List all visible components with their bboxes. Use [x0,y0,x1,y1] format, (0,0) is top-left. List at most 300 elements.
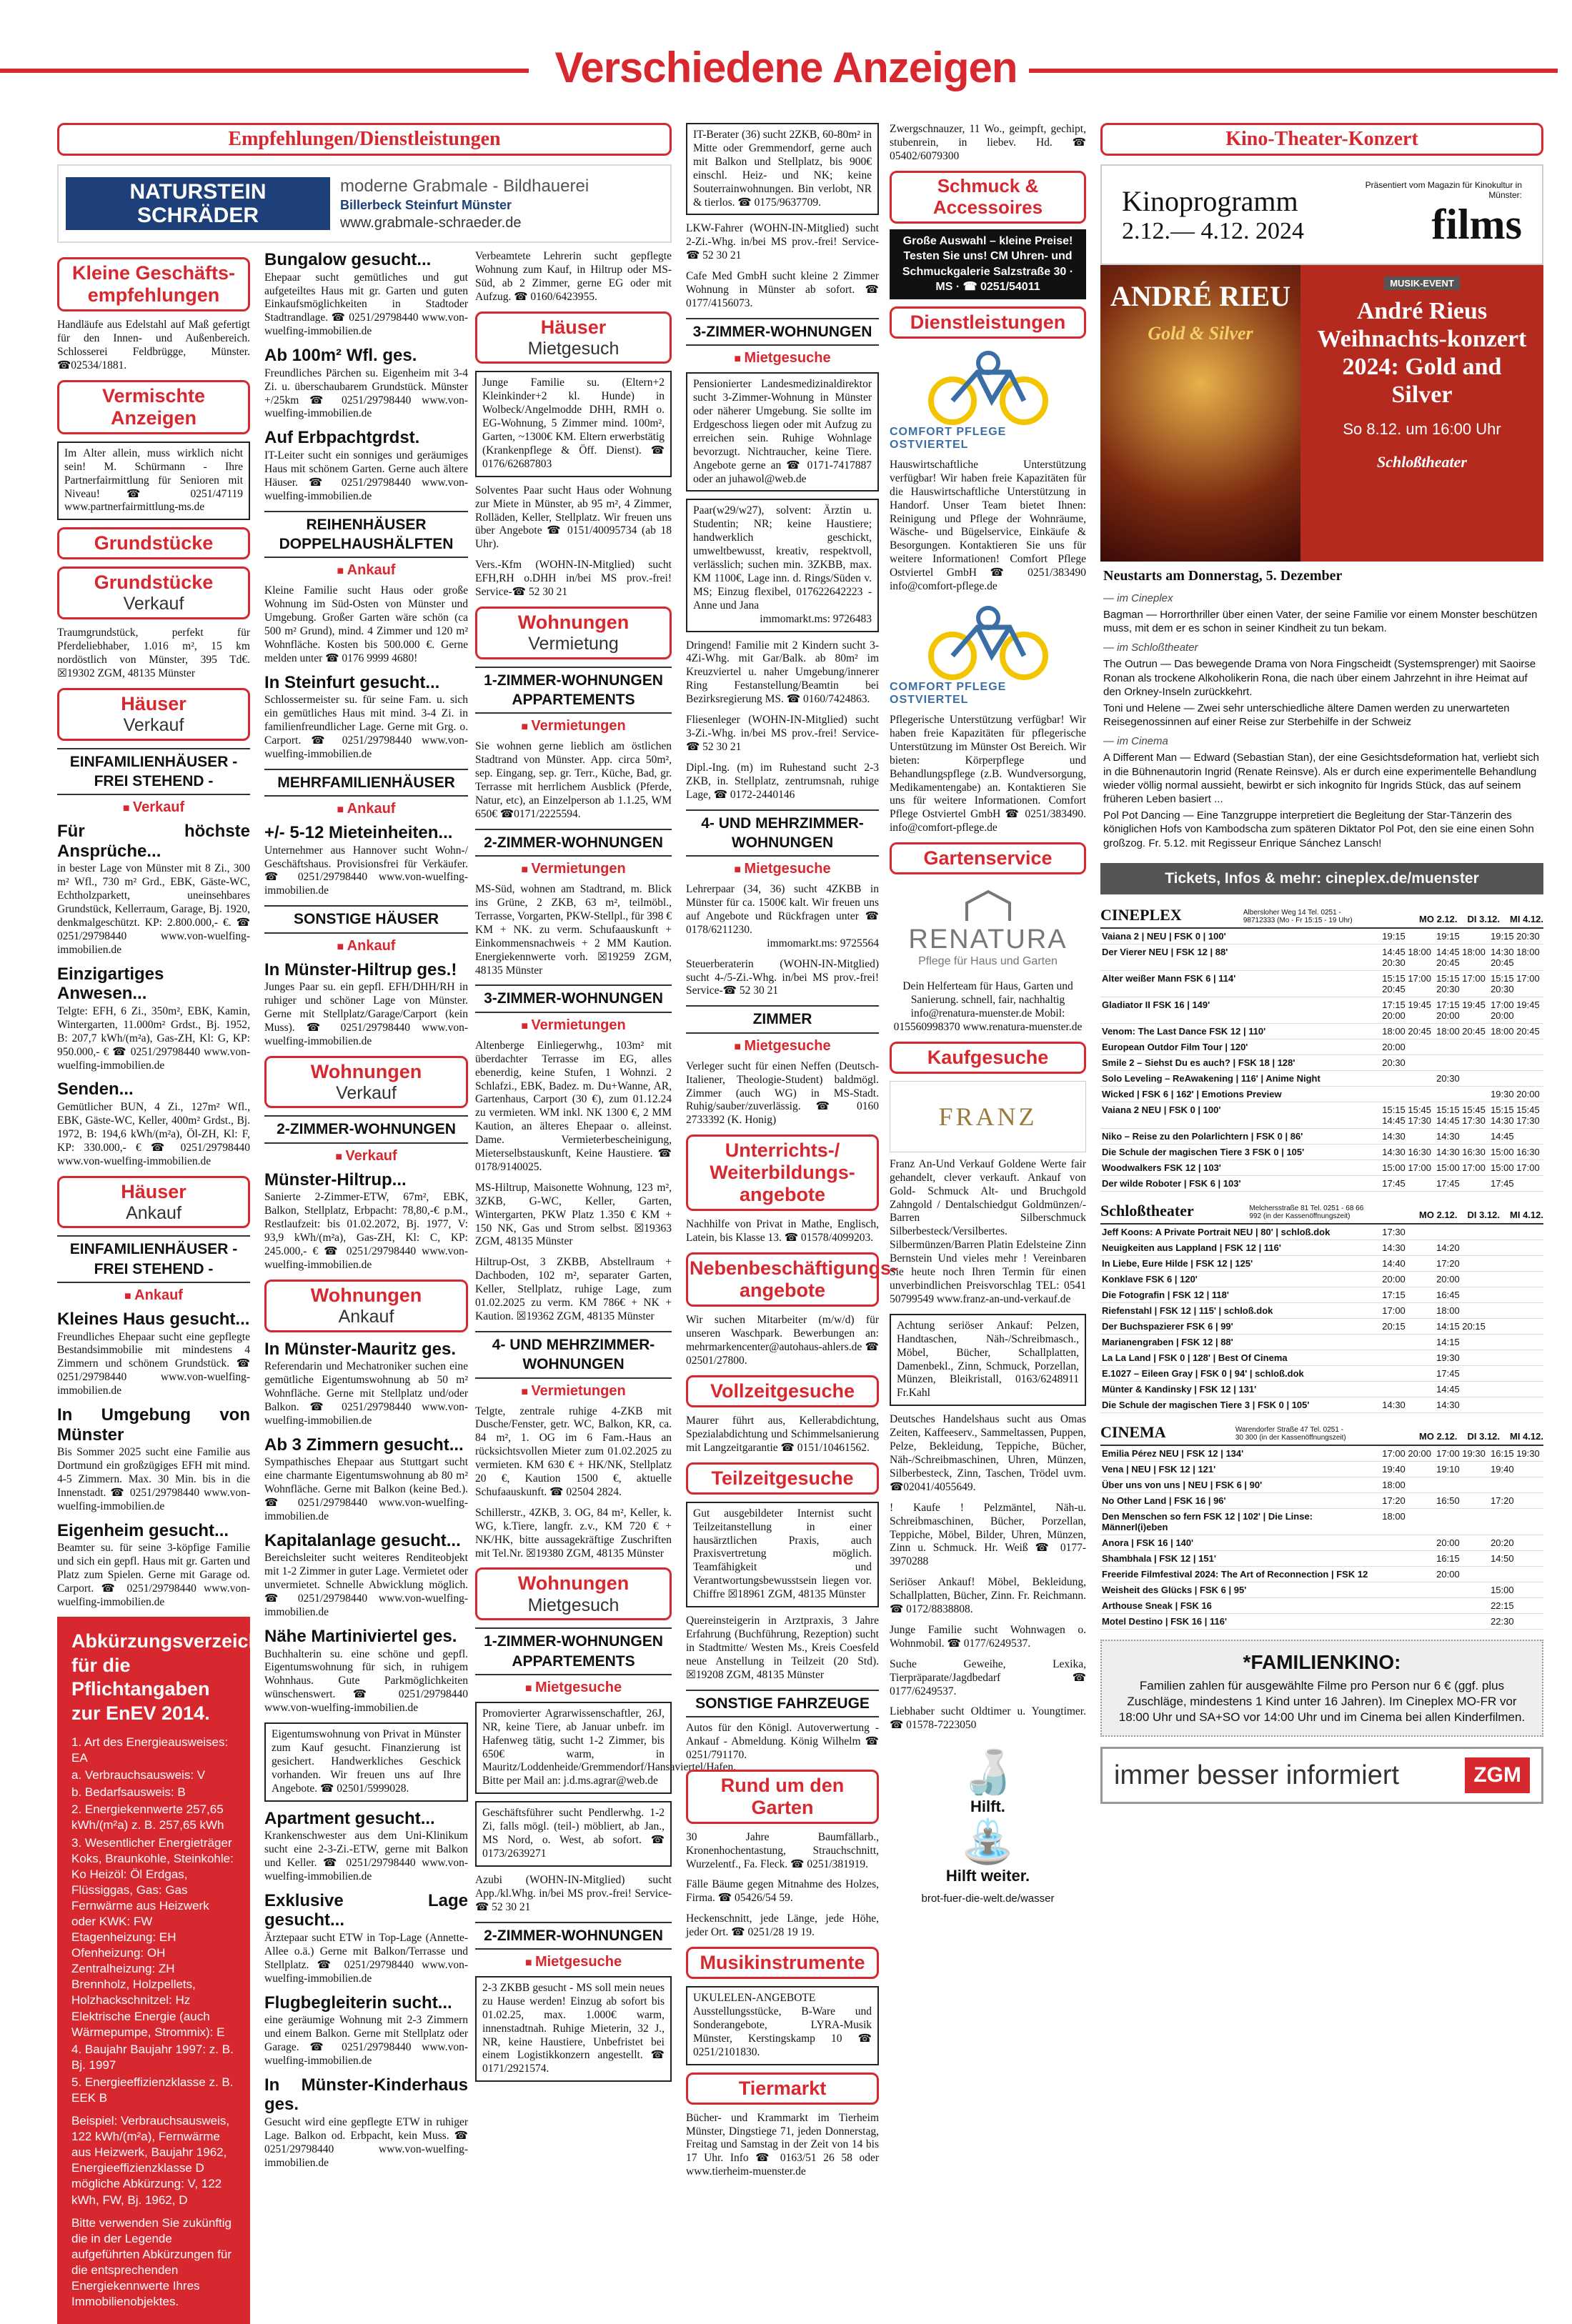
showtime [1381,1334,1435,1350]
showtime: 14:30 [1435,1128,1489,1144]
subcategory-einfamilienhaeuser: EINFAMILIENHÄUSER - FREI STEHEND - [57,748,250,796]
energy-box-item: a. Verbrauchsausweis: V [71,1768,206,1782]
ad-text: Sanierte 2-Zimmer-ETW, 67m², EBK, Balkon, Stellplatz, Erbpacht: 78,80,-€ p.M., Restlaufzeit: bis 01.02.2072, Bj. 1977, V: 93,9 kWh/(m²a), Gas-ZH, Kl: C, KP: 245.000,- € ☎ 0251/29798440 www.von-wuelfing-immobilien.de [264,1191,468,1271]
energy-box-item: Beispiel: Verbrauchsausweis, 122 kWh/(m²a), Fernwärme aus Heizwerk, Baujahr 1962, Energieeffizienzklasse D mögliche Abkürzung: V, 122 kWh, FW, Bj. 1962, D [71,2114,230,2207]
ad-headline: Flugbegleiterin sucht... [264,1993,452,2013]
movie-title: Solo Leveling – ReAwakening | 116' | Anime Night [1100,1070,1381,1086]
schedule-row [1100,1350,1543,1365]
tag-ankauf: ■ Ankauf [264,938,468,954]
showtime: 15:15 17:00 20:30 [1489,970,1543,997]
showtime: 14:30 [1381,1240,1435,1255]
tag-verkauf: ■ Verkauf [57,799,250,816]
category-wohnungen-vermietung [475,607,672,659]
showtime: 15:15 15:45 14:45 17:30 [1435,1102,1489,1128]
schedule-row [1100,1582,1543,1597]
showtime [1435,1597,1489,1613]
ad-lehrerpaar [686,883,879,951]
ad-franz: Franz An-Und Verkauf Goldene Werte fair gehandelt, clever verkauft. Ankauf von Gold- Schmuck Alt- und Bruchgold Zahngold / Dentalschiedgut Goldmünzen/-Barren Silberschmuck Silberbesteck/Versilbertes. Silbermünzen/Barren Platin Edelsteine Zinn Bernstein Und vieles mehr ! Vereinbaren Sie heute noch Ihren Termin für einen unverbindlichen Preisvorschlag TEL: 0541 50799549 www.franz-an-und-verkauf.de [890,1157,1086,1305]
movie-title: Neuigkeiten aus Lappland | FSK 12 | 116' [1100,1240,1381,1255]
energy-box-list [71,1735,236,2310]
ad-heckenschnitt: Heckenschnitt, jede Länge, jede Höhe, jeder Ort. ☎ 0251/28 19 19. [686,1912,879,1939]
energy-box-item: b. Bedarfsausweis: B [71,1785,186,1800]
schedule-row [1100,1365,1543,1381]
movie-title: Die Schule der magischen Tiere 3 FSK 0 | 105' [1100,1144,1381,1159]
page-title-banner [0,37,1572,106]
familienkino-text: Familien zahlen für ausgewählte Filme pro Person nur 6 € (ggf. plus Zuschläge, mindestens 1 Kind unter 16 Jahren). Im Cineplex MO-FR vor 18:00 Uhr und SA+SO vor 14:00 Uhr und im Cinema bei allen Kinderfilmen. [1118,1678,1526,1724]
category-sublabel: Verkauf [123,714,184,735]
tag-mietgesuche: ■ Mietgesuche [686,861,879,877]
schedule-row [1100,1477,1543,1492]
ad-headline: Senden... [57,1079,134,1099]
ad-text: Bereichsleiter sucht weiteres Renditeobjekt mit 1-2 Zimmer in guter Lage. Vermietet oder unvermietet. Schnelle Abwicklung möglich. ☎ 0251/29798440 www.von-wuelfing-immobilien.de [264,1552,468,1619]
ad-maisonette: MS-Hiltrup, Maisonette Wohnung, 123 m², 3ZKB, G-WC, Keller, Garten, Wintergarten, PKW Platz 1.350 € KM + 150 NK, Gas und Strom selbst. ☒19363 ZGM, 48135 Münster [475,1181,672,1248]
ad-text: Beamter su. für seine 3-köpfige Familie und sich ein gepfl. Haus mit gr. Garten und Platz zum Spielen. Gerne mit Garage od. Carport. ☎ 0251/29798440 www.von-wuelfing-immobilien.de [57,1542,250,1609]
category-unterricht: Unterrichts-/ Weiterbildungs-angebote [686,1134,879,1211]
schedule-row [1100,1287,1543,1302]
ad-quereinsteigerin: Quereinsteigerin in Arztpraxis, 3 Jahre Erfahrung (Buchführung, Rezeption) sucht in Stadtmitte/ Westen Ms., Kreis Coesfeld neue Anstellung in Teilzeit (20 Std). ☒19208 ZGM, 48135 Münster [686,1615,879,1681]
ad-text: Lehrerpaar (34, 36) sucht 4ZKBB in Münster für ca. 1500€ kalt. Wir freuen uns auf Angebote und Rückfragen unter ☎ 0178/6211230. [686,883,879,936]
showtime [1381,1535,1435,1550]
event-tag: MUSIK-EVENT [1384,276,1460,290]
familienkino-title: *FAMILIENKINO: [1243,1650,1401,1673]
schedule-row [1100,1492,1543,1508]
schedule-row [1100,1535,1543,1550]
subcategory-zimmer: ZIMMER [686,1005,879,1033]
ad-lehrerin: Verbeamtete Lehrerin sucht gepflegte Wohnung zum Kauf, in Hiltrup oder MS-Süd, ab 2 Zimmer, gerne EG oder mit Aufzug. ☎ 0160/6423955. [475,250,672,303]
familienkino-box [1100,1640,1543,1737]
hilft-weiter-label: Hilft weiter. [945,1867,1030,1885]
movie-title: Arthouse Sneak | FSK 16 [1100,1597,1381,1613]
schedule-row [1100,1240,1543,1255]
ad-text: Referendarin und Mechatroniker suchen eine gemütliche Eigentumswohnung ab 50 m² Wohnfläche. Gerne mit Stellplatz und/oder Balkon. ☎ 0251/29798440 www.von-wuelfing-immobilien.de [264,1360,468,1427]
venue-label: — im Cinema [1103,735,1168,748]
tag-mietgesuche: ■ Mietgesuche [475,1954,672,1970]
naturstein-logo-places: Billerbeck Steinfurt Münster [340,197,512,212]
showtime [1489,1287,1543,1302]
subcategory-1-zimmer: 1-ZIMMER-WOHNUNGEN APPARTEMENTS [475,667,672,714]
ad-immomarkt-id: immomarkt.ms: 9725564 [767,937,879,949]
renatura-logo [890,882,1086,974]
ad-text: Telgte: EFH, 6 Zi., 350m², EBK, Kamin, Wintergarten, 11.000m² Grdst., Bj. 1952, B: 207,7 kWh/(m²a), Gas-ZH, Kl: G, KP: 950.000,- € ☎ 0251/29798440 www.von-wuelfing-immobilien.de [57,1004,250,1072]
category-label: Häuser [540,316,607,338]
ad-headline: In Münster-Hiltrup ges.! [264,959,457,979]
showtime: 14:20 [1435,1240,1489,1255]
subcategory-3-zimmer-gesuch: 3-ZIMMER-WOHNUNGEN [686,318,879,346]
ad-steinfurt [264,673,468,762]
ad-exklusive-lage [264,1891,468,1986]
ad-dringend-familie: Dringend! Familie mit 2 Kindern sucht 3-4Zi-Whg. mit Gar/Balk. ab 80m² im Kreuzviertel u. naher Umgebung/innerer Ring Festanstellung/Beamtin bei Bezirksregierung MS. ☎ 0160/7424863. [686,639,879,706]
ad-eigentumswohnung-privat: Eigentumswohnung von Privat in Münster zum Kauf gesucht. Finanzierung ist gesichert. Handwerkliches Geschick vorhanden. Wir freuen uns auf Ihre Angebote. ☎ 02501/5999028. [264,1722,468,1802]
venue-label: — im Cineplex [1103,592,1173,604]
showtime: 19:40 [1381,1461,1435,1477]
ad-text: Freundliches Ehepaar sucht eine gepflegte Bestandsimmobilie mit mindestens 4 Zimmern und schönem Grundstück. ☎ 0251/29798440 www.von-wuelfing-immobilien.de [57,1330,250,1397]
kinoprogramm-dates: 2.12.— 4.12. 2024 [1122,218,1304,244]
showtime: 14:45 [1435,1381,1489,1397]
neustarts-headline: Neustarts am Donnerstag, 5. Dezember [1103,568,1343,584]
subcategory-sonstige-fahrzeuge: SONSTIGE FAHRZEUGE [686,1690,879,1717]
renatura-sub: Pflege für Haus und Garten [918,954,1058,967]
schedule-row [1100,1508,1543,1535]
cinema-schedule [1100,1446,1543,1630]
column-3 [475,250,737,2208]
showtime [1381,1550,1435,1566]
day-label: MI 4.12. [1510,1209,1543,1220]
showtime [1435,1054,1489,1070]
tag-vermietungen: ■ Vermietungen [475,718,672,734]
ad-muenster-hiltrup [264,1170,468,1272]
showtime [1381,1566,1435,1582]
showtime [1489,1350,1543,1365]
showtime: 15:15 17:00 20:30 [1435,970,1489,997]
franz-logo [890,1081,1086,1152]
movie-title: Marianengraben | FSK 12 | 88' [1100,1334,1381,1350]
ad-seriöser-ankauf: Achtung seriöser Ankauf: Pelzen, Handtaschen, Näh-/Schreibmasch., Möbel, Bücher, Schallplatten, Damenbekl., Zinn, Schmuck, Porzellan, Münzen, Bleikristall, 0163/6248911 Fr.Kahl [890,1314,1086,1406]
column-empfehlungen [57,123,672,250]
ad-bungalow [264,250,468,339]
ad-ukulelen: UKULELEN-ANGEBOTE Ausstellungsstücke, B-Ware und Sonderangebote, LYRA-Musik Münster, Kerstingskamp 10 ☎ 0251/2101830. [686,1986,879,2065]
movie-title: Die Schule der magischen Tiere 3 | FSK 0 | 105' [1100,1397,1381,1412]
schedule-row [1100,970,1543,997]
ad-text: Ehepaar sucht gemütliches und gut aufgeteiltes Haus mit gr. Garten und guten Einkaufsmöglichkeiten in Stadtoder Stadtrandlage. ☎ 0251/29798440 www.von-wuelfing-immobilien.de [264,271,468,338]
ad-kapitalanlage [264,1531,468,1620]
showtime: 17:45 [1489,1175,1543,1191]
naturstein-logo-name: NATURSTEIN SCHRÄDER [66,177,330,230]
cinema-header [1100,1420,1543,1446]
showtime: 17:15 [1381,1287,1435,1302]
section-head-empfehlungen: Empfehlungen/Dienstleistungen [57,123,672,156]
ad-100m2 [264,346,468,421]
subcategory-2-zimmer: 2-ZIMMER-WOHNUNGEN [264,1115,468,1143]
ad-traumgrundstueck: Traumgrundstück, perfekt für Pferdeliebhaber, 1.016 m², 15 km nordöstlich von Münster, 395 Td€. ☒19302 ZGM, 48135 Münster [57,627,250,679]
ad-azubi: Azubi (WOHN-IN-Mitglied) sucht App./kl.Whg. in/bei MS prov.-frei! Service-☎ 52 30 21 [475,1873,672,1913]
ad-cafe-med: Cafe Med GmbH sucht kleine 2 Zimmer Wohnung in Münster ab sofort. ☎ 0177/4156073. [686,270,879,309]
tag-ankauf: ■ Ankauf [57,1287,250,1304]
ad-text: Gesucht wird eine gepflegte ETW in ruhiger Lage. Balkon od. Erbpacht, kein Muss. ☎ 0251/29798440 www.von-wuelfing-immobilien.de [264,2116,468,2169]
movie-title: Münter & Kandinsky | FSK 12 | 131' [1100,1381,1381,1397]
tickets-banner[interactable]: Tickets, Infos & mehr: cineplex.de/muenster [1100,863,1543,894]
showtime [1489,1240,1543,1255]
energy-box-title: Abkürzungsverzeichnis für die Pflichtangaben zur EnEV 2014. [71,1630,289,1725]
ad-waschpark: Wir suchen Mitarbeiter (m/w/d) für unseren Waschpark. Bewerbungen an: mehrmarkencenter@autohaus-ahlers.de ☎ 02501/27800. [686,1314,879,1367]
showtime: 15:15 17:00 20:45 [1381,970,1435,997]
movie-title: Jeff Koons: A Private Portrait NEU | 80' | schloß.dok [1100,1225,1381,1240]
tag-ankauf: ■ Ankauf [264,562,468,579]
showtime: 14:30 18:00 20:45 [1489,944,1543,970]
schedule-row [1100,1381,1543,1397]
ad-headline: In Umgebung von Münster [57,1405,250,1445]
movie-title: Venom: The Last Dance FSK 12 | 110' [1100,1023,1381,1039]
showtime: 17:00 20:00 [1381,1446,1435,1462]
ad-mauritz [264,1340,468,1428]
schlosstheater-header [1100,1199,1543,1225]
showtime [1381,1582,1435,1597]
ad-headline: Exklusive Lage gesucht... [264,1890,468,1930]
showtime: 22:30 [1489,1613,1543,1629]
schedule-row [1100,1039,1543,1054]
movie-title: Weisheit des Glücks | FSK 6 | 95' [1100,1582,1381,1597]
category-label: Wohnungen [517,1572,630,1595]
energy-box-item: 1. Art des Energieausweises: EA [71,1735,229,1765]
category-sublabel: Verkauf [123,594,184,614]
day-label: MI 4.12. [1510,1430,1543,1442]
ad-headline: Ab 3 Zimmern gesucht... [264,1435,464,1455]
showtime: 15:00 16:30 [1489,1144,1543,1159]
kino-section [1100,123,1543,1804]
ad-nachhilfe: Nachhilfe von Privat in Mathe, Englisch, Latein, bis Klasse 13. ☎ 01578/4099203. [686,1218,879,1245]
showtime [1489,1381,1543,1397]
showtime: 18:00 20:45 [1489,1023,1543,1039]
ad-it-berater: IT-Berater (36) sucht 2ZKB, 60-80m² in Mitte oder Gremmendorf, gerne auch mit Balkon und Stellplatz, bis 900€ einschl. Heiz- und NK; keine Souterrainwohnungen. Bin verlobt, NR & tierlos. ☎ 0175/9637709. [686,123,879,215]
ad-umgebung-muenster [57,1405,250,1514]
showtime: 18:00 [1381,1508,1435,1535]
subcategory-4-zimmer-gesuch: 4- UND MEHRZIMMER-WOHNUNGEN [686,809,879,857]
category-label: Häuser [121,1180,186,1202]
ad-oldtimer: Liebhaber sucht Oldtimer u. Youngtimer. ☎ 01578-7223050 [890,1705,1086,1732]
ad-text: Schlossermeister su. für seine Fam. u. sich ein gemütliches Haus mit mind. 3-4 Zi. in familienfreundlicher Lage. Gerne mit Grg. o. Carport. ☎ 0251/29798440 www.von-wuelfing-immobilien.de [264,694,468,760]
ad-headline: Einzigartiges Anwesen... [57,964,164,1004]
showtime: 19:15 20:30 [1489,929,1543,944]
ad-senden [57,1079,250,1168]
movie-title: Der wilde Roboter | FSK 6 | 103' [1100,1175,1381,1191]
ad-agrarwissenschaftler: Promovierter Agrarwissenschaftler, 26J, NR, keine Tiere, ab Januar unbefr. im Hafenweg tätig, sucht 1-2 Zimmer, bis 650€ warm, in Mauritz/Loddenheide/Gremmendorf/Hansaviertel/Hafen. Bitte per Mail an: j.d.ms.agrar@web.de [475,1702,672,1794]
category-grundstuecke: Grundstücke [57,527,250,559]
category-sublabel: Ankauf [338,1306,394,1327]
section-head-kino: Kino-Theater-Konzert [1100,123,1543,156]
category-label: Häuser [121,692,186,714]
showtime [1489,1477,1543,1492]
showtime: 19:15 [1381,929,1435,944]
day-label: DI 3.12. [1467,1209,1501,1220]
ad-renatura: Dein Helferteam für Haus, Garten und Sanierung. schnell, fair, nachhaltig info@renatura-muenster.de Mobil: 015560998370 www.renatura-muenster.de [893,980,1083,1033]
category-haeuser-verkauf [57,688,250,741]
showtime [1489,1318,1543,1334]
schedule-row [1100,1175,1543,1191]
event-location: Schloßtheater [1377,453,1467,472]
movie-title: Vena | NEU | FSK 12 | 121' [1100,1461,1381,1477]
column-1 [57,250,289,2309]
showtime: 20:30 [1381,1054,1435,1070]
subcategory-reihenhaeuser: REIHENHÄUSER DOPPELHAUSHÄLFTEN [264,511,468,559]
ad-text: Gemütlicher BUN, 4 Zi., 127m² Wfl., EBK, Gäste-WC, Keller, 400m² Grdst., Bj. 1972, B: 194,6 kWh/(m²a), Öl-ZH, Kl: F, KP: 330.000,- € ☎ 0251/29798440 www.von-wuelfing-immobilien.de [57,1101,250,1167]
ad-dipl-ing: Dipl.-Ing. (m) im Ruhestand sucht 2-3 ZKB, in. Stellplatz, zentrumsnah, ruhige Lage, ☎ 0172-2440146 [686,761,879,801]
subcategory-2-zimmer-gesuch: 2-ZIMMER-WOHNUNGEN [475,1922,672,1950]
movie-title: Über uns von uns | NEU | FSK 6 | 90' [1100,1477,1381,1492]
water-pump-icon: ⛲ [961,1817,1015,1866]
venue-label: — im Schloßtheater [1103,642,1198,654]
ad-ms-sued: MS-Süd, wohnen am Stadtrand, m. Blick ins Grüne, 2 ZKB, 63 m², teilmöbl., Terrasse, Vorgarten, PKW-Stellpl., für 398 € KM + NK. zu verm. Schufaauskunft + Einkommensnachweis + 2 MM Kaution. Energiekennwerte vorh. ☒19259 ZGM, 48135 Münster [475,883,672,977]
showtime [1435,1225,1489,1240]
showtime: 19:10 [1435,1461,1489,1477]
ad-kaufe-pelzmaentel: ! Kaufe ! Pelzmäntel, Näh-u. Schreibmaschinen, Bücher, Porzellan, Teppiche, Möbel, Bilder, Uhren, Münzen, Zinn u. Schmuck. Hr. Weiß ☎ 0177-3970288 [890,1501,1086,1568]
showtime: 20:30 [1435,1070,1489,1086]
ad-headline: Kleines Haus gesucht... [57,1309,250,1329]
showtime [1489,1255,1543,1271]
showtime: 15:00 17:00 [1489,1159,1543,1175]
showtime: 18:00 [1435,1302,1489,1318]
showtime: 14:30 [1381,1397,1435,1412]
ad-text: eine geräumige Wohnung mit 2-3 Zimmern und einem Balkon. Gerne mit Stellplatz oder Garage. ☎ 0251/29798440 www.von-wuelfing-immobilien.de [264,2014,468,2067]
movie-title: Vaiana 2 NEU | FSK 0 | 100' [1100,1102,1381,1128]
ad-lkw-fahrer: LKW-Fahrer (WOHN-IN-Mitglied) sucht 2-Zi.-Whg. in/bei MS prov.-frei! Service-☎ 52 30 21 [686,222,879,262]
movie-title: Freeride Filmfestival 2024: The Art of Reconnection | FSK 12 [1100,1566,1381,1582]
column-4 [686,123,898,2209]
showtime: 22:15 [1489,1597,1543,1613]
title-rule-left [0,69,529,73]
andre-rieu-event [1100,265,1543,562]
category-sublabel: Ankauf [126,1202,181,1223]
showtime: 15:00 17:00 [1381,1159,1435,1175]
zgm-logo: ZGM [1465,1757,1530,1793]
ad-hiltrup-ost: Hiltrup-Ost, 3 ZKBB, Abstellraum + Dachboden, 102 m², separater Garten, Keller, Stellplatz, ruhige Lage, zum 01.02.2025 zu verm. KM 786€ + NK + Kaution. ☒19362 ZGM, 48135 Münster [475,1256,672,1322]
ad-hoechste-ansprueche [57,822,250,957]
showtime: 14:15 20:15 [1435,1318,1489,1334]
ad-immomarkt-id: immomarkt.ms: 9726483 [760,612,872,625]
movie-title: La La Land | FSK 0 | 128' | Best Of Cinema [1100,1350,1381,1365]
cinema-address: Warendorfer Straße 47 Tel. 0251 - 30 300 (in der Kassenöffnungszeit) [1235,1425,1346,1442]
ad-maurer: Maurer führt aus, Kellerabdichtung, Spezialabdichtung und Schimmelsanierung mit Langzeitgarantie ☎ 0151/10461562. [686,1414,879,1454]
schedule-row [1100,1597,1543,1613]
tag-vermietungen: ■ Vermietungen [475,861,672,877]
ad-steuerberaterin: Steuerberaterin (WOHN-IN-Mitglied) sucht 4-/5-Zi.-Whg. in/bei MS prov.-frei! Service-☎ 52 30 21 [686,957,879,997]
ad-zwergschnauzer: Zwergschnauzer, 11 Wo., geimpft, gechipt, stubenrein, in liebev. Hd. ☎ 05402/6079300 [890,123,1086,162]
movie-title: Anora | FSK 16 | 140' [1100,1535,1381,1550]
showtime [1489,1225,1543,1240]
showtime: 18:00 20:45 [1381,1023,1435,1039]
category-garten: Rund um den Garten [686,1770,879,1824]
showtime: 18:00 20:45 [1435,1023,1489,1039]
category-dienstleistungen: Dienstleistungen [890,306,1086,339]
energy-abbreviation-box [57,1617,289,2324]
day-label: MO 2.12. [1419,913,1458,924]
day-columns [1419,1210,1543,1220]
showtime: 14:45 18:00 20:30 [1381,944,1435,970]
comfort-pflege-caption: COMFORT PFLEGE OSTVIERTEL [890,425,1007,451]
cinema-address: Melchersstraße 81 Tel. 0251 - 68 66 992 (in der Kassenöffnungszeit) [1249,1204,1364,1220]
ad-kleines-haus [57,1310,250,1398]
tag-verkauf: ■ Verkauf [264,1148,468,1165]
ad-text: Ärztepaar sucht ETW in Top-Lage (Annette-Allee o.ä.) Gerne mit Balkon/Terrasse und Stellplatz. ☎ 0251/29798440 www.von-wuelfing-immobilien.de [264,1932,468,1985]
movie-title: European Outdor Film Tour | 120' [1100,1039,1381,1054]
event-date: So 8.12. um 16:00 Uhr [1343,420,1501,439]
showtime: 14:30 [1435,1397,1489,1412]
movie-title: Den Menschen so fern FSK 12 | 102' | Die Linse: Männerl(i)eben [1100,1508,1381,1535]
ad-geschaeftsfuehrer: Geschäftsführer sucht Pendlerwhg. 1-2 Zi, falls mögl. (teil-) möbliert, ab Jan., MS Nord, o. West, ab sofort. ☎ 0173/2639271 [475,1801,672,1867]
comfort-pflege-caption: COMFORT PFLEGE OSTVIERTEL [890,680,1007,706]
column-2 [264,250,468,2208]
subcategory-4-zimmer-vermietung: 4- UND MEHRZIMMER-WOHNUNGEN [475,1331,672,1379]
ad-pflegerisch: Pflegerische Unterstützung verfügbar! Wir haben freie Kapazitäten für pflegerische Unterstützung im Münster Ost Bereich. Wir bieten: Körperpflege und Behandlungspflege (z.B. Wundversorgung, Medikamentengabe) an. Kontaktieren Sie uns für weitere Informationen. Comfort Pflege Ostviertel GmbH ☎ 0251/383490. info@comfort-pflege.de [890,713,1086,834]
ad-headline: In Münster-Mauritz ges. [264,1339,457,1359]
category-vermischte-anzeigen: Vermischte Anzeigen [57,380,250,434]
showtime [1435,1582,1489,1597]
showtime [1381,1381,1435,1397]
comfort-pflege-logo [890,346,1086,453]
kinoprogramm-header [1100,164,1543,265]
movie-title: Vaiana 2 | NEU | FSK 0 | 100' [1100,929,1381,944]
ad-headline: Eigenheim gesucht... [57,1520,229,1540]
ad-headline: Nähe Martiniviertel ges. [264,1626,457,1646]
category-wohnungen-ankauf [264,1280,468,1332]
showtime: 20:00 [1381,1271,1435,1287]
energy-box-item: Bitte verwenden Sie zukünftig die in der Legende aufgeführten Abkürzungen für die entsprechenden Energiekennwerte Ihres Immobilienobjektes. [71,2215,232,2309]
schedule-row [1100,1255,1543,1271]
ad-text: Junges Paar su. ein gepfl. EFH/DHH/RH in ruhiger und schöner Lage von Münster. Gerne mit Stellplatz/Garage/Carport (kein Muss). ☎ 0251/29798440 www.von-wuelfing-immobilien.de [264,981,468,1047]
category-haeuser-mietgesuch [475,311,672,364]
ad-eigenheim [57,1521,250,1610]
day-columns [1419,1431,1543,1442]
showtime: 19:40 [1489,1461,1543,1477]
tag-mietgesuche: ■ Mietgesuche [686,350,879,366]
ad-headline: Kapitalanlage gesucht... [264,1530,461,1550]
category-teilzeitgesuche: Teilzeitgesuche [686,1462,879,1495]
cinema-name: CINEPLEX [1100,905,1182,924]
schedule-row [1100,1144,1543,1159]
showtime: 20:00 [1381,1039,1435,1054]
ad-buechermarkt: Bücher- und Krammarkt im Tierheim Münster, Dingstiege 71, jeden Donnerstag, Freitag und Samstag in der Zeit von 14 bis 17 Uhr. Info ☎ 0163/51 26 58 oder www.tierheim-muenster.de [686,2111,879,2178]
ad-headline: Bungalow gesucht... [264,250,432,269]
showtime [1489,1566,1543,1582]
ad-text: Bis Sommer 2025 sucht eine Familie aus Dortmund ein großzügiges EFH mit mind. 4-5 Zimmern. Max. 30 Min. bis in die Innenstadt. ☎ 0251/29798440 www.von-wuelfing-immobilien.de [57,1446,250,1512]
showtime: 16:50 [1435,1492,1489,1508]
showtime: 14:15 [1435,1334,1489,1350]
showtime: 16:15 19:30 [1489,1446,1543,1462]
ad-autos: Autos für den Königl. Autoverwertung - Ankauf - Abmeldung. König Wilhelm ☎ 0251/791170. [686,1721,879,1761]
category-label: Wohnungen [517,612,630,634]
neustarts-info [1100,562,1543,856]
day-label: MI 4.12. [1510,913,1543,924]
showtime [1435,1086,1489,1102]
showtime [1435,1477,1489,1492]
showtime: 20:15 [1381,1318,1435,1334]
schedule-row [1100,1070,1543,1086]
ad-junge-familie: Junge Familie su. (Eltern+2 Kleinkinder+2 kl. Hunde) in Wolbeck/Angelmodde DHH, RMH o. EG-Wohnung, 5 Zimmer mind. 100m², Garten, ~1300€ KM. Eltern erwerbstätig (Krankenpflege & Öff. Dienst). ☎ 0176/62687803 [475,371,672,477]
film-note: The Outrun — Das bewegende Drama von Nora Fingscheidt (Systemsprenger) mit Saoirse Ronan als trockene Alkoholikerin Rona, die nach über einem Jahrzehnt in ihre Heimat auf den Orkney-Inseln zurückkehrt. [1103,658,1536,698]
tag-vermietungen: ■ Vermietungen [475,1383,672,1400]
schedule-row [1100,1086,1543,1102]
category-label: Grundstücke [94,572,214,594]
ad-text: Sympathisches Ehepaar aus Stuttgart sucht eine charmante Eigentumswohnung ab 80 m² Wohnfläche. Gerne mit Balkon (keine Bed.). ☎ 0251/29798440 www.von-wuelfing-immobilien.de [264,1456,468,1522]
ad-landesmedizinaldirektor: Pensionierter Landesmedizinaldirektor sucht 3-Zimmer-Wohnung in Münster oder näherer Umgebung. Sie sollte im Erdgeschoss liegen oder mit Aufzug zu erreichen sein. Ruhige Wohnlage bevorzugt. Nichtraucher, keine Tiere. Angebote gerne an ☎ 0171-7417887 oder an juhawol@web.de [686,372,879,492]
brot-fuer-die-welt-ad [890,1740,1086,1905]
tag-vermietungen: ■ Vermietungen [475,1017,672,1034]
showtime: 17:20 [1435,1255,1489,1271]
showtime: 14:30 16:30 [1381,1144,1435,1159]
comfort-pflege-logo-2 [890,601,1086,708]
ad-handlaeufe: Handläufe aus Edelstahl auf Maß gefertigt für den Innen- und Außenbereich. Schlosserei Feldbrügge, Münster. ☎02534/1881. [57,319,250,371]
water-bottle-icon: 🍶 [961,1748,1015,1797]
schedule-row [1100,1461,1543,1477]
category-haeuser-ankauf [57,1176,250,1229]
category-wohnungen-verkauf [264,1056,468,1109]
ad-partnervermittlung: Im Alter allein, muss wirklich nicht sein! M. Schürmann - Ihre Partnerfairmittlung für Senioren mit Niveau! ☎ 0251/47119 www.partnerfairmittlung-ms.de [57,442,250,521]
showtime: 17:00 19:45 20:00 [1489,997,1543,1023]
category-label: Wohnungen [310,1284,422,1306]
movie-title: No Other Land | FSK 16 | 96' [1100,1492,1381,1508]
ad-hauswirtschaft: Hauswirtschaftliche Unterstützung verfügbar! Wir haben freie Kapazitäten für die Hauswirtschaftliche Unterstützung in Handorf. Unser Team bietet Ihnen: Reinigung und Pflege der Wohnräume, Wäsche- und Bügelservice, Einkäufe & Besorgungen. Kontaktieren Sie uns für weitere Informationen! Comfort Pflege Ostviertel GmbH ☎ 0251/383490 info@comfort-pflege.de [890,458,1086,593]
movie-title: Emilia Pérez NEU | FSK 12 | 134' [1100,1446,1381,1462]
schlosstheater-schedule [1100,1225,1543,1413]
showtime: 14:45 [1489,1128,1543,1144]
showtime [1489,1365,1543,1381]
showtime: 19:30 20:00 [1489,1086,1543,1102]
movie-title: Alter weißer Mann FSK 6 | 114' [1100,970,1381,997]
film-note: Toni und Helene — Zwei sehr unterschiedliche ältere Damen werden zu unerwarteten Reisegenossinnen auf einer Reise zur Sterbehilfe in der Schweiz [1103,702,1510,729]
subcategory-1-zimmer-gesuch: 1-ZIMMER-WOHNUNGEN APPARTEMENTS [475,1627,672,1675]
showtime: 20:00 [1435,1271,1489,1287]
subcategory-sonstige-haeuser: SONSTIGE HÄUSER [264,905,468,933]
schedule-row [1100,1550,1543,1566]
ad-internist: Gut ausgebildeter Internist sucht Teilzeitanstellung in einer hausärztlichen Praxis, auch Praxisvertretung möglich. Teamfähigkeit und Verantwortungsbewusstsein liegen vor. Chiffre ☒18961 ZGM, 48135 Münster [686,1502,879,1607]
